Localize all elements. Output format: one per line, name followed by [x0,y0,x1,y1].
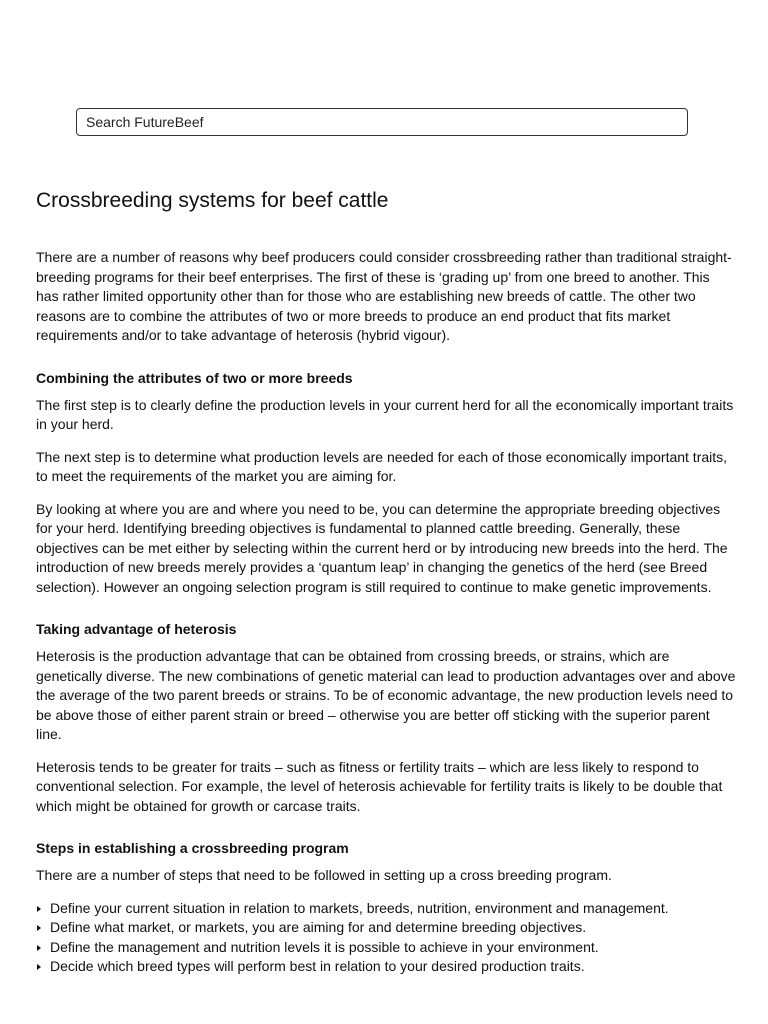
list-item: Decide which breed types will perform best in relation to your desired production traits. [36,957,736,977]
paragraph: By looking at where you are and where you need to be, you can determine the appropriate breeding objectives for your herd. Identifying breeding objectives is fundamental to planned cattle breeding. Generally, these objectives can be met either by selecting within the current herd or by introducing new breeds into the herd. The introduction of new breeds merely provides a ‘quantum leap’ in changing the genetics of the herd (see Breed selection). However an ongoing selection program is still required to continue to make genetic improvements. [36,500,728,595]
paragraph: Heterosis is the production advantage that can be obtained from crossing breeds, or strains, which are genetically diverse. The new combinations of genetic material can lead to production advantages over and above the average of the two parent breeds or strains. To be of economic advantage, the new production levels need to be above those of either parent strain or breed – otherwise you are better off sticking with the superior parent line. [36,648,736,742]
list-item: Define the management and nutrition levels it is possible to achieve in your environment. [36,938,736,958]
steps-list [36,899,736,977]
search-input[interactable] [76,108,688,136]
list-item: Define what market, or markets, you are aiming for and determine breeding objectives. [36,918,736,938]
paragraph: The first step is to clearly define the production levels in your current herd for all the economically important traits in your herd. [36,396,734,432]
intro-paragraph: There are a number of reasons why beef producers could consider crossbreeding rather than traditional straight-breeding programs for their beef enterprises. The first of these is ‘grading up’ from one breed to another. This has rather limited opportunity other than for those who are establishing new breeds of cattle. The other two reasons are to combine the attributes of two or more breeds to produce an end product that fits market requirements and/or to take advantage of heterosis (hybrid vigour). [36,249,732,343]
page-title: Crossbreeding systems for beef cattle [36,189,389,212]
paragraph: There are a number of steps that need to be followed in setting up a cross breeding program. [36,867,612,883]
section-heading-steps: Steps in establishing a crossbreeding program [36,840,349,856]
article [36,186,736,977]
section-heading-attributes: Combining the attributes of two or more breeds [36,369,353,386]
paragraph: The next step is to determine what production levels are needed for each of those economically important traits, to meet the requirements of the market you are aiming for. [36,448,728,484]
section-heading-heterosis: Taking advantage of heterosis [36,621,237,637]
list-item: Define your current situation in relation to markets, breeds, nutrition, environment and management. [36,899,736,919]
paragraph: Heterosis tends to be greater for traits – such as fitness or fertility traits – which are less likely to respond to conventional selection. For example, the level of heterosis achievable for fertility traits is likely to be double that which might be obtained for growth or carcase traits. [36,758,723,814]
